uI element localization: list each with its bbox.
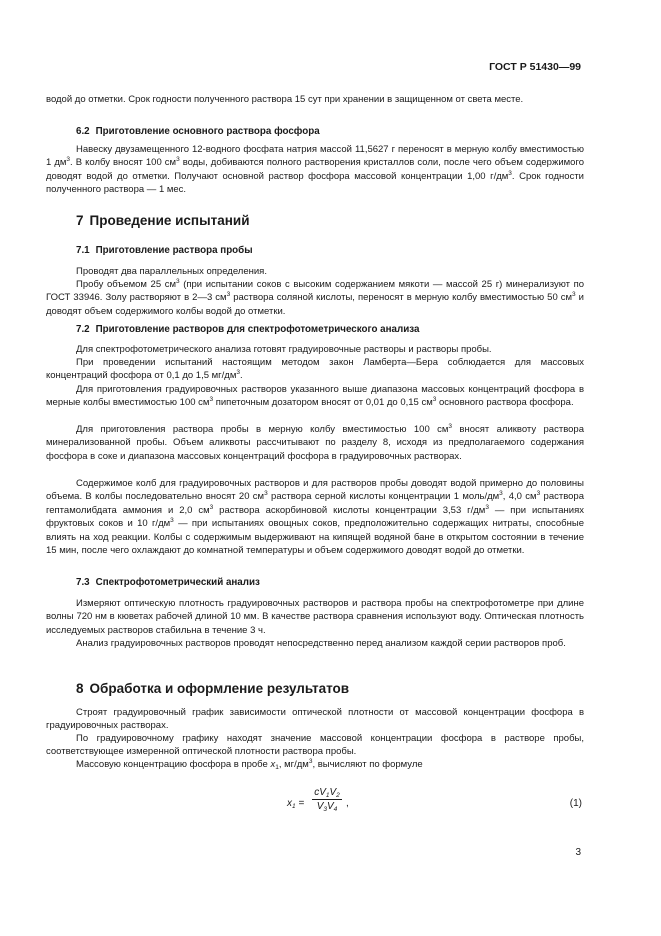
fraction-denominator: $V_3V_4$ bbox=[316, 801, 338, 813]
section-heading-7-2 bbox=[76, 324, 419, 335]
document-header: ГОСТ Р 51430—99 bbox=[489, 61, 581, 73]
section-title: Приготовление растворов для спектрофотометрического анализа bbox=[95, 324, 420, 335]
superscript: 3 bbox=[176, 156, 180, 164]
text-run: Массовую концентрацию фосфора в пробе bbox=[76, 759, 271, 770]
numerator-text: cV bbox=[314, 787, 326, 798]
superscript: 3 bbox=[264, 490, 268, 498]
paragraph-6-2 bbox=[46, 143, 584, 197]
section-number: 7.2 bbox=[76, 324, 90, 335]
formula-comma: , bbox=[346, 798, 349, 809]
text-run: основного раствора фосфора. bbox=[436, 397, 574, 409]
subscript: 4 bbox=[333, 806, 338, 813]
text-run: . bbox=[239, 370, 243, 382]
subscript: 1 bbox=[325, 792, 330, 799]
text-run: Содержимое колб для градуировочных растворов и для растворов пробы доводят водой примерно до половины объема. В колбы последовательно вносят 20 см bbox=[46, 478, 584, 503]
section-heading-6-2 bbox=[76, 126, 320, 137]
section-number: 7.1 bbox=[76, 245, 90, 256]
variable: x bbox=[270, 759, 276, 770]
paragraph-7-2-e bbox=[46, 477, 584, 557]
paragraph-8-a bbox=[46, 706, 584, 733]
section-title: Приготовление основного раствора фосфора bbox=[95, 126, 320, 137]
text-run: пипеточным дозатором вносят от 0,01 до 0,15 см bbox=[213, 397, 433, 409]
formula-1 bbox=[0, 787, 661, 847]
text-run: — при испытаниях овощных соков, предположительно содержащих нитраты, способные влиять на ход реакции. Колбы с содержимым выдерживают на кипящей водяной бане в открытом состоянии в течение 15 мин, после чего охлаждают до комнатной температуры и объем содержимого доводят водой до отметки. bbox=[46, 518, 584, 557]
text-run: Анализ градуировочных растворов проводят непосредственно перед анализом каждой серии растворов проб. bbox=[76, 638, 566, 649]
section-number: 7 bbox=[76, 213, 84, 228]
text-run: вносят аликвоту раствора минерализованной пробы. Объем аликвоты рассчитывают по разделу 8, исходя из предполагаемого содержания фосфора в соке и диапазона массовых концентраций фосфора в градуировочных растворах. bbox=[46, 424, 584, 462]
superscript: 3 bbox=[209, 503, 214, 511]
paragraph-8-b bbox=[46, 732, 584, 759]
text-run: воды, добиваются полного растворения кристаллов соли, после чего объем содержимого доводят водой до отметки. Получают основной раствор фосфора массовой концентрации 1,00 г/дм bbox=[46, 157, 584, 182]
text-run: Измеряют оптическую плотность градуировочных растворов и раствора пробы на спектрофотометре при длине волны 720 нм в кюветах рабочей длиной 10 мм. В качестве раствора сравнения используют воду. Оптическая плотность исследуемых растворов стабильна в течение 3 ч. bbox=[46, 598, 584, 636]
paragraph-7-3-a bbox=[46, 597, 584, 637]
section-heading-7-3 bbox=[76, 577, 260, 588]
superscript: 3 bbox=[432, 396, 437, 404]
text-run: , 4,0 см bbox=[502, 491, 537, 503]
text-run: Навеску двузамещенного 12-водного фосфата натрия массой 11,5627 г переносят в мерную колбу вместимостью 1 дм bbox=[46, 144, 584, 169]
text-run: и доводят объем содержимого колбы водой до отметки. bbox=[46, 292, 584, 317]
text-run: При проведении испытаний настоящим методом закон Ламберта—Бера соблюдается для массовых концентраций фосфора от 0,1 до 1,5 мг/дм bbox=[46, 357, 584, 382]
superscript: 3 bbox=[209, 396, 214, 404]
formula-fraction bbox=[312, 787, 342, 812]
superscript: 3 bbox=[226, 291, 231, 299]
text-run: раствора серной кислоты концентрации 1 моль/дм bbox=[267, 491, 500, 503]
formula-lhs: $x_1$ = bbox=[287, 798, 305, 810]
subscript: 1 bbox=[275, 764, 279, 771]
superscript: 3 bbox=[536, 490, 541, 498]
formula-number: (1) bbox=[569, 798, 582, 809]
text-run: (при испытании соков с высоким содержанием мякоти — массой 25 г) минерализуют по ГОСТ 33946. Золу растворяют в 2—3 см bbox=[46, 279, 584, 304]
text-run: раствора соляной кислоты, переносят в мерную колбу вместимостью 50 см bbox=[230, 292, 573, 304]
section-heading-7-1 bbox=[76, 245, 253, 256]
text-run: , мг/дм bbox=[278, 759, 309, 770]
text-run: раствора гептамолибдата аммония и 2,0 см bbox=[46, 491, 584, 516]
paragraph-7-3-b bbox=[46, 637, 584, 650]
text-run: раствора аскорбиновой кислоты концентрации 3,53 г/дм bbox=[213, 504, 486, 516]
section-number: 7.3 bbox=[76, 577, 90, 588]
subscript: 1 bbox=[292, 803, 296, 810]
text-run: Для приготовления градуировочных растворов указанного выше диапазона массовых концентраций фосфора в мерные колбы вместимостью 100 см bbox=[46, 384, 584, 409]
denominator-text: V bbox=[316, 801, 324, 812]
variable: x bbox=[287, 798, 292, 809]
section-number: 6.2 bbox=[76, 126, 90, 137]
text-run: Проводят два параллельных определения. bbox=[76, 266, 267, 277]
superscript: 3 bbox=[236, 369, 240, 377]
text-run: Строят градуировочный график зависимости оптической плотности от массовой концентрации фосфора в градуировочных растворах. bbox=[46, 707, 584, 732]
section-title: Обработка и оформление результатов bbox=[89, 681, 350, 696]
superscript: 3 bbox=[175, 278, 180, 285]
text-run: . Срок годности полученного раствора — 1 мес. bbox=[46, 170, 584, 196]
paragraph-7-2-b bbox=[46, 356, 584, 383]
paragraph-7-2-a bbox=[46, 343, 584, 356]
text-run: Пробу объемом 25 см bbox=[76, 279, 176, 290]
text-run: . В колбу вносят 100 см bbox=[70, 157, 177, 169]
superscript: 3 bbox=[572, 291, 576, 299]
superscript: 3 bbox=[308, 758, 313, 765]
text-run: Для приготовления раствора пробы в мерную колбу вместимостью 100 см bbox=[76, 424, 449, 435]
superscript: 3 bbox=[485, 503, 489, 511]
fraction-numerator: $cV_1V_2$ bbox=[312, 787, 342, 800]
superscript: 3 bbox=[170, 517, 174, 525]
text-run: Для спектрофотометрического анализа готовят градуировочные растворы и растворы пробы. bbox=[76, 344, 492, 355]
subscript: 3 bbox=[323, 806, 327, 813]
superscript: 3 bbox=[499, 490, 503, 498]
paragraph-8-c bbox=[46, 758, 584, 771]
text-run: — при испытаниях фруктовых соков и 10 г/дм bbox=[46, 504, 584, 530]
superscript: 3 bbox=[508, 169, 512, 177]
section-heading-7 bbox=[76, 213, 250, 228]
superscript: 3 bbox=[448, 423, 453, 430]
superscript: 3 bbox=[66, 156, 71, 164]
paragraph-7-2-c bbox=[46, 383, 584, 410]
paragraph-7-2-d bbox=[46, 423, 584, 463]
paragraph-7-1-a bbox=[46, 265, 584, 278]
section-title: Спектрофотометрический анализ bbox=[95, 577, 260, 588]
paragraph-continuation bbox=[46, 93, 584, 106]
section-title: Проведение испытаний bbox=[89, 213, 250, 228]
section-number: 8 bbox=[76, 681, 84, 696]
section-title: Приготовление раствора пробы bbox=[95, 245, 253, 256]
subscript: 2 bbox=[336, 792, 340, 799]
paragraph-text: водой до отметки. Срок годности полученного раствора 15 сут при хранении в защищенном от света месте. bbox=[46, 94, 524, 105]
section-heading-8 bbox=[76, 681, 349, 696]
text-run: По градуировочному графику находят значение массовой концентрации фосфора в растворе пробы, соответствующее измеренной оптической плотности раствора пробы. bbox=[46, 733, 584, 758]
text-run: , вычисляют по формуле bbox=[312, 759, 423, 770]
paragraph-7-1-b bbox=[46, 278, 584, 318]
page-number: 3 bbox=[575, 847, 581, 858]
